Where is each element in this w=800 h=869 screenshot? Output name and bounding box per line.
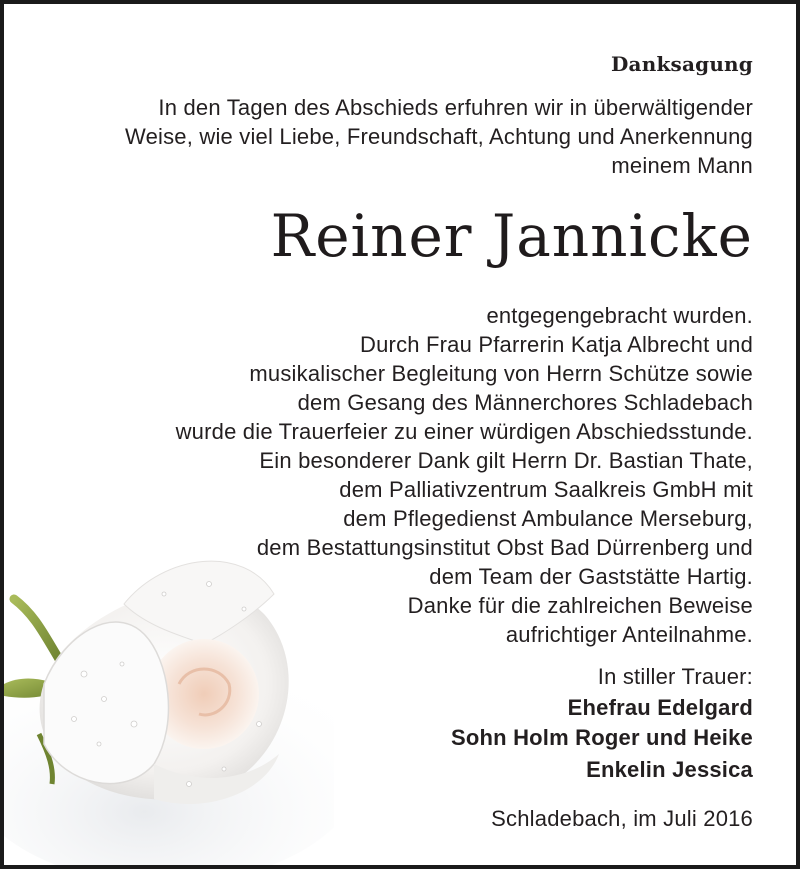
body-line-9: dem Bestattungsinstitut Obst Bad Dürrenberg und [256,535,753,560]
rose-stem [14,599,59,659]
body-line-11: Danke für die zahlreichen Beweise [407,593,753,618]
mourning-label: In stiller Trauer: [597,664,753,689]
rose-front-petal [44,622,168,784]
body-line-1: entgegengebracht wurden. [486,303,753,328]
mourner-2: Sohn Holm Roger und Heike [450,725,753,750]
body-line-6: Ein besonderer Dank gilt Herrn Dr. Bastian Thate, [259,448,753,473]
intro-line-2: Weise, wie viel Liebe, Freundschaft, Achtung und Anerkennung [125,124,753,149]
mourner-1: Ehefrau Edelgard [567,695,753,720]
body-line-10: dem Team der Gaststätte Hartig. [429,564,753,589]
place-date: Schladebach, im Juli 2016 [491,806,753,831]
body-line-5: wurde die Trauerfeier zu einer würdigen Abschiedsstunde. [175,419,753,444]
body-line-7: dem Palliativzentrum Saalkreis GmbH mit [339,477,753,502]
mourner-3: Enkelin Jessica [586,757,753,782]
body-line-3: musikalischer Begleitung von Herrn Schütze sowie [249,361,753,386]
heading-danksagung: Danksagung [611,52,753,76]
body-line-4: dem Gesang des Männerchores Schladebach [297,390,753,415]
body-line-2: Durch Frau Pfarrerin Katja Albrecht und [360,332,753,357]
deceased-name: Reiner Jannicke [270,202,753,270]
body-line-12: aufrichtiger Anteilnahme. [505,622,753,647]
intro-line-1: In den Tagen des Abschieds erfuhren wir in überwältigender [158,95,753,120]
body-line-8: dem Pflegedienst Ambulance Merseburg, [343,506,753,531]
intro-line-3: meinem Mann [611,153,753,178]
